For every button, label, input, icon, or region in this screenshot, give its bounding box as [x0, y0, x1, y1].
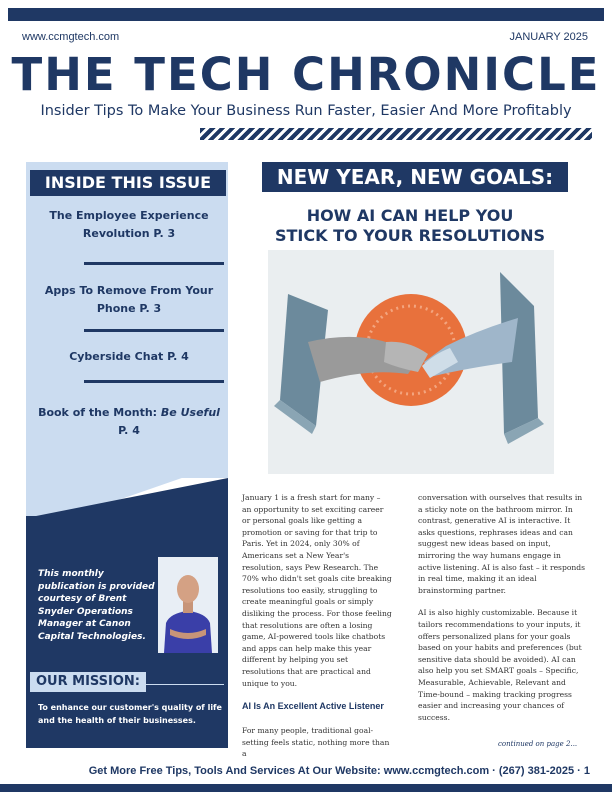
- toc-book-page: P. 4: [118, 424, 140, 437]
- navy-diagonal: [26, 478, 228, 518]
- courtesy-text: This monthly publication is provided courtesy of Brent Snyder Operations Manager at Canon Capital Technologies.: [38, 569, 155, 642]
- toc-item-employee-experience[interactable]: The Employee Experience Revolution P. 3: [49, 209, 209, 240]
- toc-book-prefix: Book of the Month:: [38, 406, 161, 419]
- toc-book-title: Be Useful: [160, 406, 220, 419]
- author-photo: [158, 557, 218, 653]
- article-subhead-line2: STICK TO YOUR RESOLUTIONS: [274, 226, 546, 245]
- toc-item-book-of-month[interactable]: [36, 404, 222, 440]
- article-subhead-line1: HOW AI CAN HELP YOU: [306, 206, 514, 225]
- toc-item-cyberside-chat[interactable]: Cyberside Chat P. 4: [69, 350, 189, 363]
- article-paragraph: AI is also highly customizable. Because it tailors recommendations to your inputs, it offers personalized plans for your goals based on your habits and preferences (but sensitive data should be avoided). AI can also help you set SMART goals – Specific, Measurable, Achievable, Relevant and Time-bound – making tracking progress easier and increasing your chances of success.: [418, 608, 582, 722]
- toc-item-apps-to-remove[interactable]: Apps To Remove From Your Phone P. 3: [44, 284, 214, 315]
- section-heading: AI Is An Excellent Active Listener: [242, 701, 384, 712]
- inside-issue-title: INSIDE THIS ISSUE: [30, 170, 226, 196]
- issue-date: JANUARY 2025: [509, 31, 588, 43]
- article-paragraph: For many people, traditional goal-setting feels static, nothing more than a: [242, 726, 390, 759]
- decorative-stripes: [200, 128, 592, 140]
- toc-divider: [84, 262, 224, 265]
- toc-divider: [84, 380, 224, 383]
- article-column-1: [242, 492, 392, 771]
- article-column-2: [418, 492, 586, 734]
- tagline: Insider Tips To Make Your Business Run Faster, Easier And More Profitably: [40, 103, 572, 119]
- mission-text: To enhance our customer's quality of life and the health of their businesses.: [38, 703, 222, 725]
- article-paragraph: conversation with ourselves that results in a sticky note on the bathroom mirror. In contrast, generative AI is interactive. It asks questions, rephrases ideas and can suggest new ideas based on input, mirroring the way humans engage in active listening. AI is also fast – it responds in real time, making it an ideal brainstorming partner.: [418, 493, 586, 595]
- article-paragraph: January 1 is a fresh start for many – an opportunity to set exciting career or personal goals like getting a promotion or saving for that trip to Paris. Yet in 2024, only 30% of Americans set a New Year's resolution, says Pew Research. The 70% who didn't set goals cite breaking resolutions too easily, struggling to create meaningful goals or simply disliking the process. For those feeling that resolutions are often a losing game, AI-powered tools like chatbots and apps can help make this year different by helping you set resolutions that are practical and unique to you.: [242, 493, 392, 688]
- footer-text: Get More Free Tips, Tools And Services At Our Website: www.ccmgtech.com · (267) 381-2025 · 1: [88, 765, 590, 777]
- article-headline: NEW YEAR, NEW GOALS:: [262, 162, 568, 192]
- toc-divider: [84, 329, 224, 332]
- top-bar: [8, 8, 604, 21]
- mission-divider: [146, 684, 224, 685]
- mission-title: OUR MISSION:: [30, 672, 146, 692]
- bottom-bar: [0, 784, 612, 792]
- website-label: www.ccmgtech.com: [22, 31, 120, 43]
- masthead-title: THE TECH CHRONICLE: [11, 48, 601, 101]
- continued-note: continued on page 2...: [498, 740, 578, 748]
- hero-image-handshake: [268, 250, 554, 474]
